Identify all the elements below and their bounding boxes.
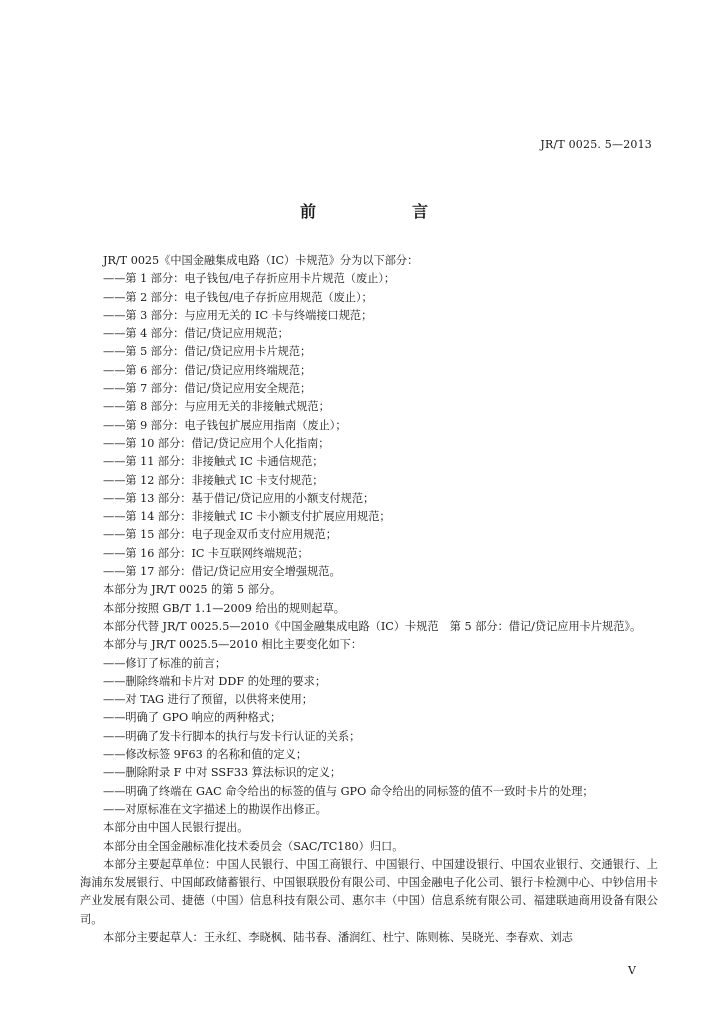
list-item: ——第 7 部分：借记/贷记应用安全规范；: [103, 382, 312, 396]
list-item: ——对 TAG 进行了预留，以供将来使用；: [103, 693, 313, 707]
list-item: ——明确了终端在 GAC 命令给出的标签的值与 GPO 命令给出的同标签的值不一致时卡片的处理；: [103, 784, 594, 798]
standard-code: JR/T 0025. 5—2013: [540, 138, 652, 151]
list-item: ——删除终端和卡片对 DDF 的处理的要求；: [103, 674, 327, 688]
part-of-paragraph: 本部分为 JR/T 0025 的第 5 部分。: [103, 583, 282, 597]
list-item: ——明确了发卡行脚本的执行与发卡行认证的关系；: [103, 729, 361, 743]
list-item: ——明确了 GPO 响应的两种格式；: [103, 711, 282, 725]
list-item: ——第 5 部分：借记/贷记应用卡片规范；: [103, 345, 312, 359]
drafters-paragraph: 本部分主要起草人：王永红、李晓枫、陆书春、潘润红、杜宁、陈则栋、吴晓光、李春欢、刘志: [103, 930, 573, 944]
list-item: ——第 10 部分：借记/贷记应用个人化指南；: [103, 436, 330, 450]
proposed-by-paragraph: 本部分由中国人民银行提出。: [103, 821, 249, 835]
list-item: ——第 17 部分：借记/贷记应用安全增强规范。: [103, 565, 341, 579]
list-item: ——第 4 部分：借记/贷记应用规范；: [103, 327, 289, 341]
foreword-body: [80, 252, 658, 947]
list-item: ——第 16 部分：IC 卡互联网终端规范；: [103, 546, 309, 560]
drafting-units-paragraph: 本部分主要起草单位：中国人民银行、中国工商银行、中国银行、中国建设银行、中国农业银行、交通银行、上海浦东发展银行、中国邮政储蓄银行、中国银联股份有限公司、中国金融电子化公司、银行卡检测中心、中钞信用卡产业发展有限公司、捷德（中国）信息科技有限公司、惠尔丰（中国）信息系统有限公司、福建联迪商用设备有限公司。: [80, 857, 658, 926]
page-title: 前 言: [299, 202, 468, 221]
list-item: ——第 9 部分：电子钱包扩展应用指南（废止）；: [103, 418, 347, 432]
list-item: ——第 15 部分：电子现金双币支付应用规范；: [103, 528, 337, 542]
list-item: ——修订了标准的前言；: [103, 656, 227, 670]
intro-paragraph: JR/T 0025《中国金融集成电路（IC）卡规范》分为以下部分：: [103, 254, 419, 267]
list-item: ——删除附录 F 中对 SSF33 算法标识的定义；: [103, 766, 342, 780]
changes-list: [80, 655, 658, 820]
list-item: ——修改标签 9F63 的名称和值的定义；: [103, 748, 308, 762]
list-item: ——对原标准在文字描述上的勘误作出修正。: [103, 802, 327, 816]
drafting-paragraph: 本部分按照 GB/T 1.1—2009 给出的规则起草。: [103, 601, 345, 615]
list-item: ——第 14 部分：非接触式 IC 卡小额支付扩展应用规范；: [103, 510, 391, 524]
list-item: ——第 8 部分：与应用无关的非接触式规范；: [103, 400, 330, 414]
list-item: ——第 13 部分：基于借记/贷记应用的小额支付规范；: [103, 491, 375, 505]
managed-by-paragraph: 本部分由全国金融标准化技术委员会（SAC/TC180）归口。: [103, 839, 404, 853]
list-item: ——第 12 部分：非接触式 IC 卡支付规范；: [103, 473, 324, 487]
list-item: ——第 1 部分：电子钱包/电子存折应用卡片规范（废止）；: [103, 272, 396, 286]
page-number: V: [628, 964, 636, 977]
list-item: ——第 3 部分：与应用无关的 IC 卡与终端接口规范；: [103, 308, 373, 322]
parts-list: [80, 270, 658, 581]
changes-intro-paragraph: 本部分与 JR/T 0025.5—2010 相比主要变化如下：: [103, 638, 363, 652]
list-item: ——第 6 部分：借记/贷记应用终端规范；: [103, 363, 312, 377]
replaces-paragraph: 本部分代替 JR/T 0025.5—2010《中国金融集成电路（IC）卡规范 第 5 部分：借记/贷记应用卡片规范》。: [103, 619, 642, 633]
list-item: ——第 11 部分：非接触式 IC 卡通信规范；: [103, 455, 324, 469]
list-item: ——第 2 部分：电子钱包/电子存折应用规范（废止）；: [103, 290, 373, 304]
